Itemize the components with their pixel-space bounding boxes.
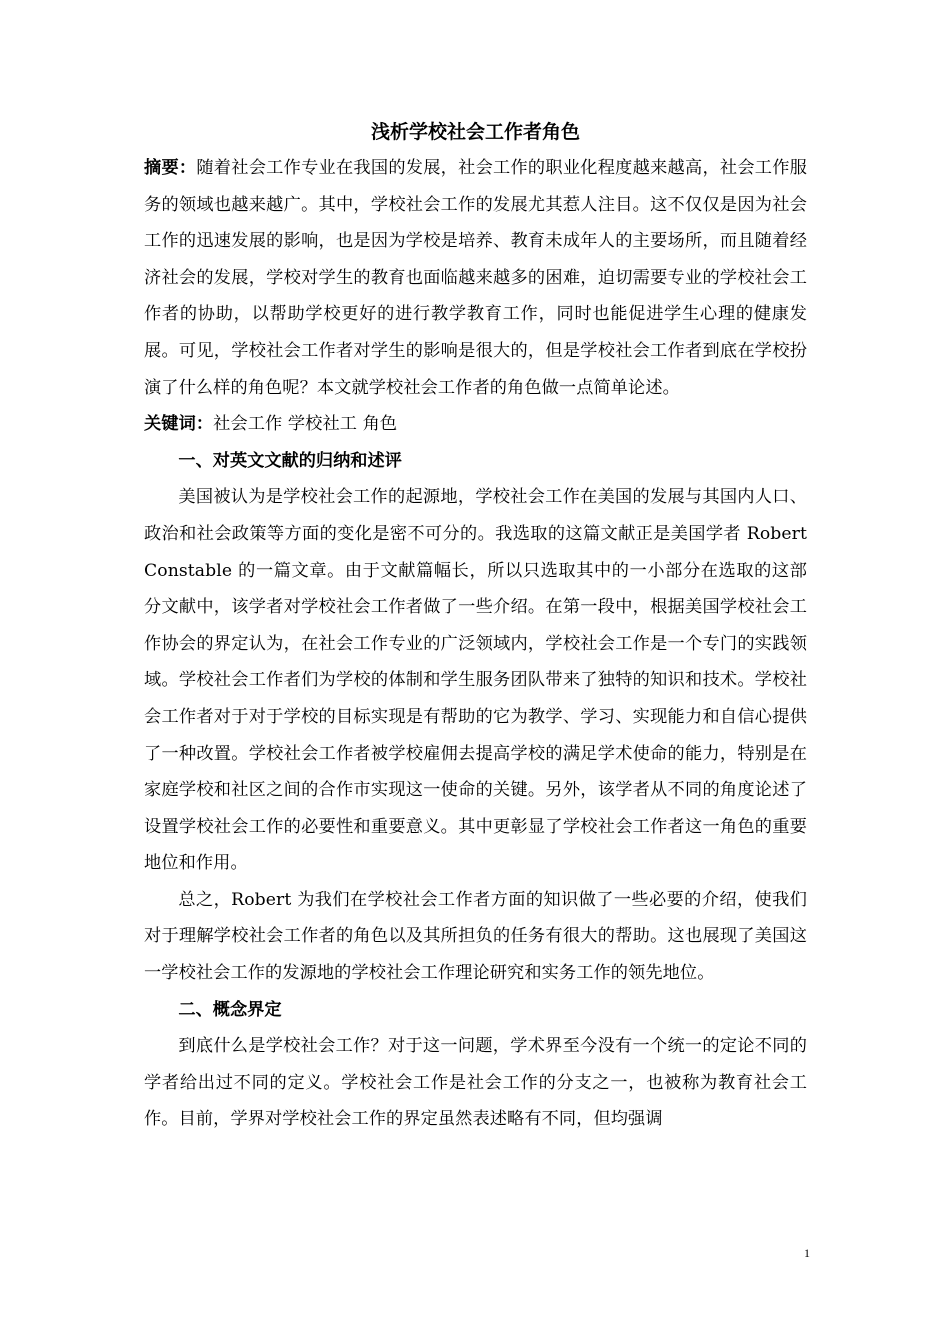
- keywords-paragraph: [144, 406, 807, 443]
- section-2-paragraph-1: 到底什么是学校社会工作？对于这一问题，学术界至今没有一个统一的定论不同的学者给出过不同的定义。学校社会工作是社会工作的分支之一，也被称为教育社会工作。目前，学界对学校社会工作的界定虽然表述略有不同，但均强调: [144, 1036, 807, 1130]
- abstract-label: 摘要：: [144, 158, 197, 178]
- abstract-text: 随着社会工作专业在我国的发展，社会工作的职业化程度越来越高，社会工作服务的领域也越来越广。其中，学校社会工作的发展尤其惹人注目。这不仅仅是因为社会工作的迅速发展的影响，也是因为学校是培养、教育未成年人的主要场所，而且随着经济社会的发展，学校对学生的教育也面临越来越多的困难，迫切需要专业的学校社会工作者的协助，以帮助学校更好的进行教学教育工作，同时也能促进学生心理的健康发展。可见，学校社会工作者对学生的影响是很大的，但是学校社会工作者到底在学校扮演了什么样的角色呢？本文就学校社会工作者的角色做一点简单论述。: [144, 158, 807, 398]
- document-title: 浅析学校社会工作者角色: [370, 121, 580, 143]
- page-number: 1: [804, 1246, 810, 1260]
- abstract-paragraph: [144, 150, 807, 406]
- section-1-heading: 一、对英文文献的归纳和述评: [178, 450, 402, 471]
- keywords-text: 社会工作 学校社工 角色: [213, 414, 398, 435]
- section-1-paragraph-1: 美国被认为是学校社会工作的起源地，学校社会工作在美国的发展与其国内人口、政治和社会政策等方面的变化是密不可分的。我选取的这篇文献正是美国学者 Robert Constable 的一篇文章。由于文献篇幅长，所以只选取其中的一小部分在选取的这部分文献中，该学者对学校社会工作者做了一些介绍。在第一段中，根据美国学校社会工作协会的界定认为，在社会工作专业的广泛领域内，学校社会工作是一个专门的实践领域。学校社会工作者们为学校的体制和学生服务团队带来了独特的知识和技术。学校社会工作者对于对于学校的目标实现是有帮助的它为教学、学习、实现能力和自信心提供了一种改置。学校社会工作者被学校雇佣去提高学校的满足学术使命的能力，特别是在家庭学校和社区之间的合作市实现这一使命的关键。另外，该学者从不同的角度论述了设置学校社会工作的必要性和重要意义。其中更彰显了学校社会工作者这一角色的重要地位和作用。: [144, 487, 807, 874]
- section-2-heading: 二、概念界定: [178, 999, 282, 1020]
- document-body: [144, 118, 807, 1138]
- keywords-label: 关键词：: [144, 414, 214, 435]
- section-1-paragraph-2: 总之，Robert 为我们在学校社会工作者方面的知识做了一些必要的介绍，使我们对于理解学校社会工作者的角色以及其所担负的任务有很大的帮助。这也展现了美国这一学校社会工作的发源地的学校社会工作理论研究和实务工作的领先地位。: [144, 889, 807, 984]
